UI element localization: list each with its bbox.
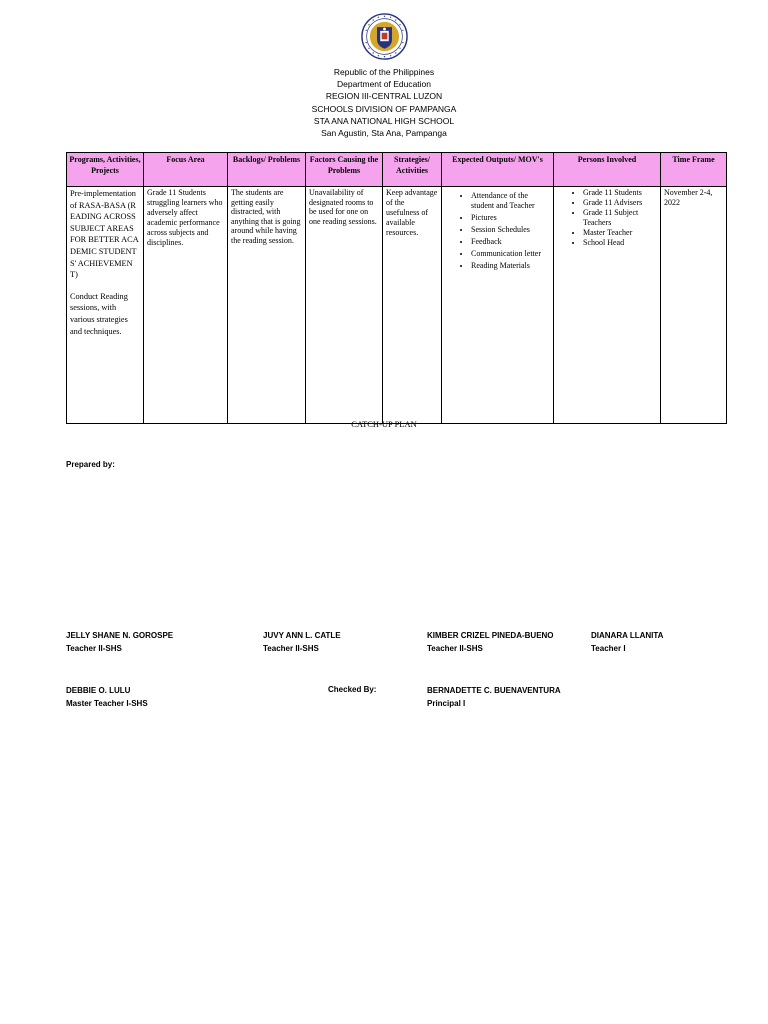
signatory-block	[66, 684, 148, 710]
signatory-title: Teacher II-SHS	[66, 644, 122, 653]
col-header-strategies: Strategies/ Activities	[383, 153, 442, 187]
cell-factors: Unavailability of designated rooms to be used for one on one reading sessions.	[306, 187, 383, 424]
signatory-block	[591, 629, 663, 655]
list-item: • Attendance of the student and Teacher	[471, 191, 550, 211]
list-item: • School Head	[583, 238, 657, 248]
signatory-title: Teacher II-SHS	[427, 644, 483, 653]
signatory-name: JUVY ANN L. CATLE	[263, 631, 341, 640]
list-item: • Feedback	[471, 237, 550, 247]
list-item: • Grade 11 Advisers	[583, 198, 657, 208]
letterhead	[0, 66, 768, 139]
col-header-focus-area: Focus Area	[144, 153, 228, 187]
cell-expected-outputs	[442, 187, 554, 424]
cell-backlogs: The students are getting easily distracted, with anything that is going around while having the reading session.	[228, 187, 306, 424]
programs-text: Pre-implementation of RASA-BASA (READING ACROSS SUBJECT AREAS FOR BETTER ACADEMIC STUDENTS' ACHIEVEMENT)	[70, 189, 139, 280]
list-item: • Communication letter	[471, 249, 550, 259]
cell-time-frame: November 2-4, 2022	[661, 187, 727, 424]
table-row	[67, 187, 727, 424]
cell-programs	[67, 187, 144, 424]
plan-caption: CATCH-UP PLAN	[351, 419, 417, 429]
division-line: SCHOOLS DIVISION OF PAMPANGA	[311, 103, 457, 114]
signatory-name: BERNADETTE C. BUENAVENTURA	[427, 686, 561, 695]
col-header-persons-involved: Persons Involved	[554, 153, 661, 187]
col-header-expected-outputs: Expected Outputs/ MOV's	[442, 153, 554, 187]
republic-line: Republic of the Philippines	[333, 67, 435, 77]
catch-up-plan-table	[66, 152, 727, 424]
signatory-name: JELLY SHANE N. GOROSPE	[66, 631, 174, 640]
signatory-name: DEBBIE O. LULU	[66, 686, 131, 695]
list-item: • Pictures	[471, 213, 550, 223]
checked-by-label: Checked By:	[328, 685, 377, 694]
programs-activity-text: Conduct Reading sessions, with various strategies and techniques.	[70, 291, 128, 336]
address-line: San Agustin, Sta Ana, Pampanga	[321, 128, 447, 139]
persons-list	[557, 188, 657, 248]
col-header-factors: Factors Causing the Problems	[306, 153, 383, 187]
col-header-programs: Programs, Activities, Projects	[67, 153, 144, 187]
signatory-block	[427, 684, 561, 710]
signatory-title: Teacher II-SHS	[263, 644, 319, 653]
signatory-block	[66, 629, 173, 655]
deped-seal-logo	[361, 13, 408, 60]
table-header-row	[67, 153, 727, 187]
cell-focus-area: Grade 11 Students struggling learners who adversely affect academic performance across subjects and disciplines.	[144, 187, 228, 424]
signatory-block	[427, 629, 554, 655]
signatory-title: Teacher I	[591, 644, 626, 653]
signatory-title: Master Teacher I-SHS	[66, 699, 148, 708]
list-item: • Session Schedules	[471, 225, 550, 235]
list-item: • Grade 11 Subject Teachers	[583, 208, 657, 228]
outputs-list	[445, 191, 550, 271]
signatory-name: DIANARA LLANITA	[591, 631, 664, 640]
signatory-block	[263, 629, 341, 655]
department-line: Department of Education	[336, 79, 432, 90]
cell-persons-involved	[554, 187, 661, 424]
list-item: • Reading Materials	[471, 261, 550, 271]
signatory-title: Principal I	[427, 699, 466, 708]
school-line: STA ANA NATIONAL HIGH SCHOOL	[313, 115, 455, 126]
prepared-by-label: Prepared by:	[66, 460, 115, 469]
list-item: • Master Teacher	[583, 228, 657, 238]
col-header-backlogs: Backlogs/ Problems	[228, 153, 306, 187]
cell-strategies: Keep advantage of the usefulness of available resources.	[383, 187, 442, 424]
list-item: • Grade 11 Students	[583, 188, 657, 198]
region-line: REGION III-CENTRAL LUZON	[325, 91, 443, 102]
col-header-time-frame: Time Frame	[661, 153, 727, 187]
signatory-name: KIMBER CRIZEL PINEDA-BUENO	[427, 631, 554, 640]
